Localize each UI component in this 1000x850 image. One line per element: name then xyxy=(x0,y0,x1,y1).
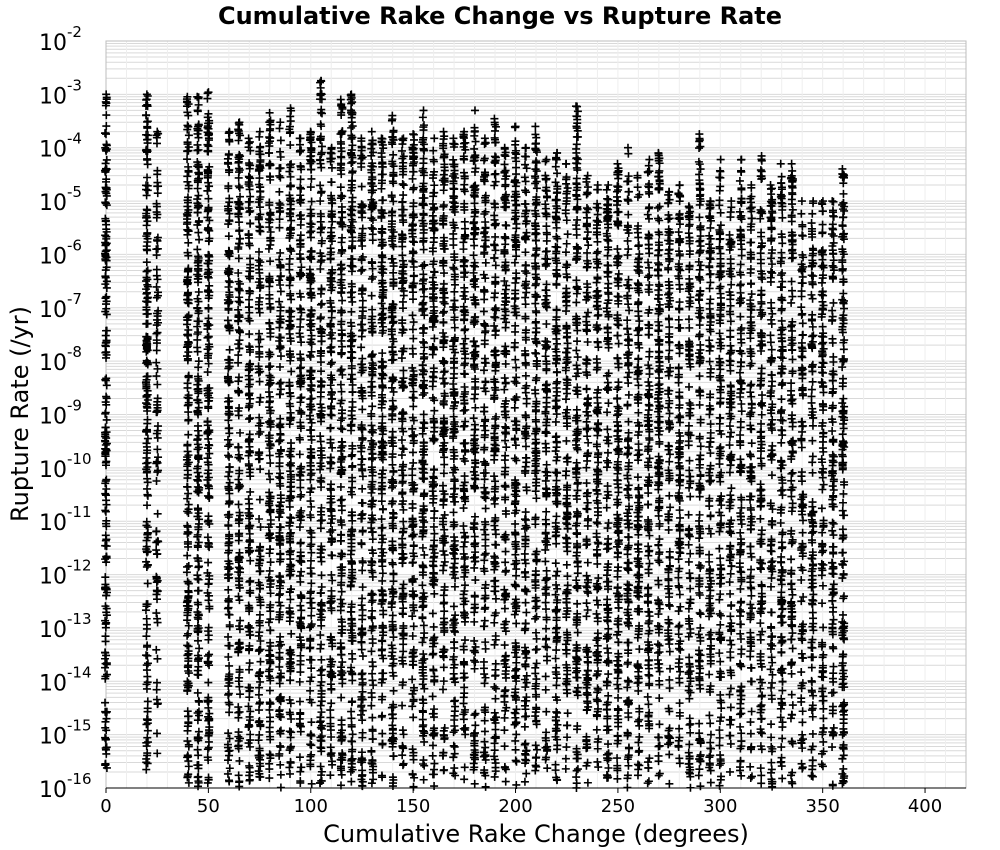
chart-title: Cumulative Rake Change vs Rupture Rate xyxy=(217,2,783,30)
